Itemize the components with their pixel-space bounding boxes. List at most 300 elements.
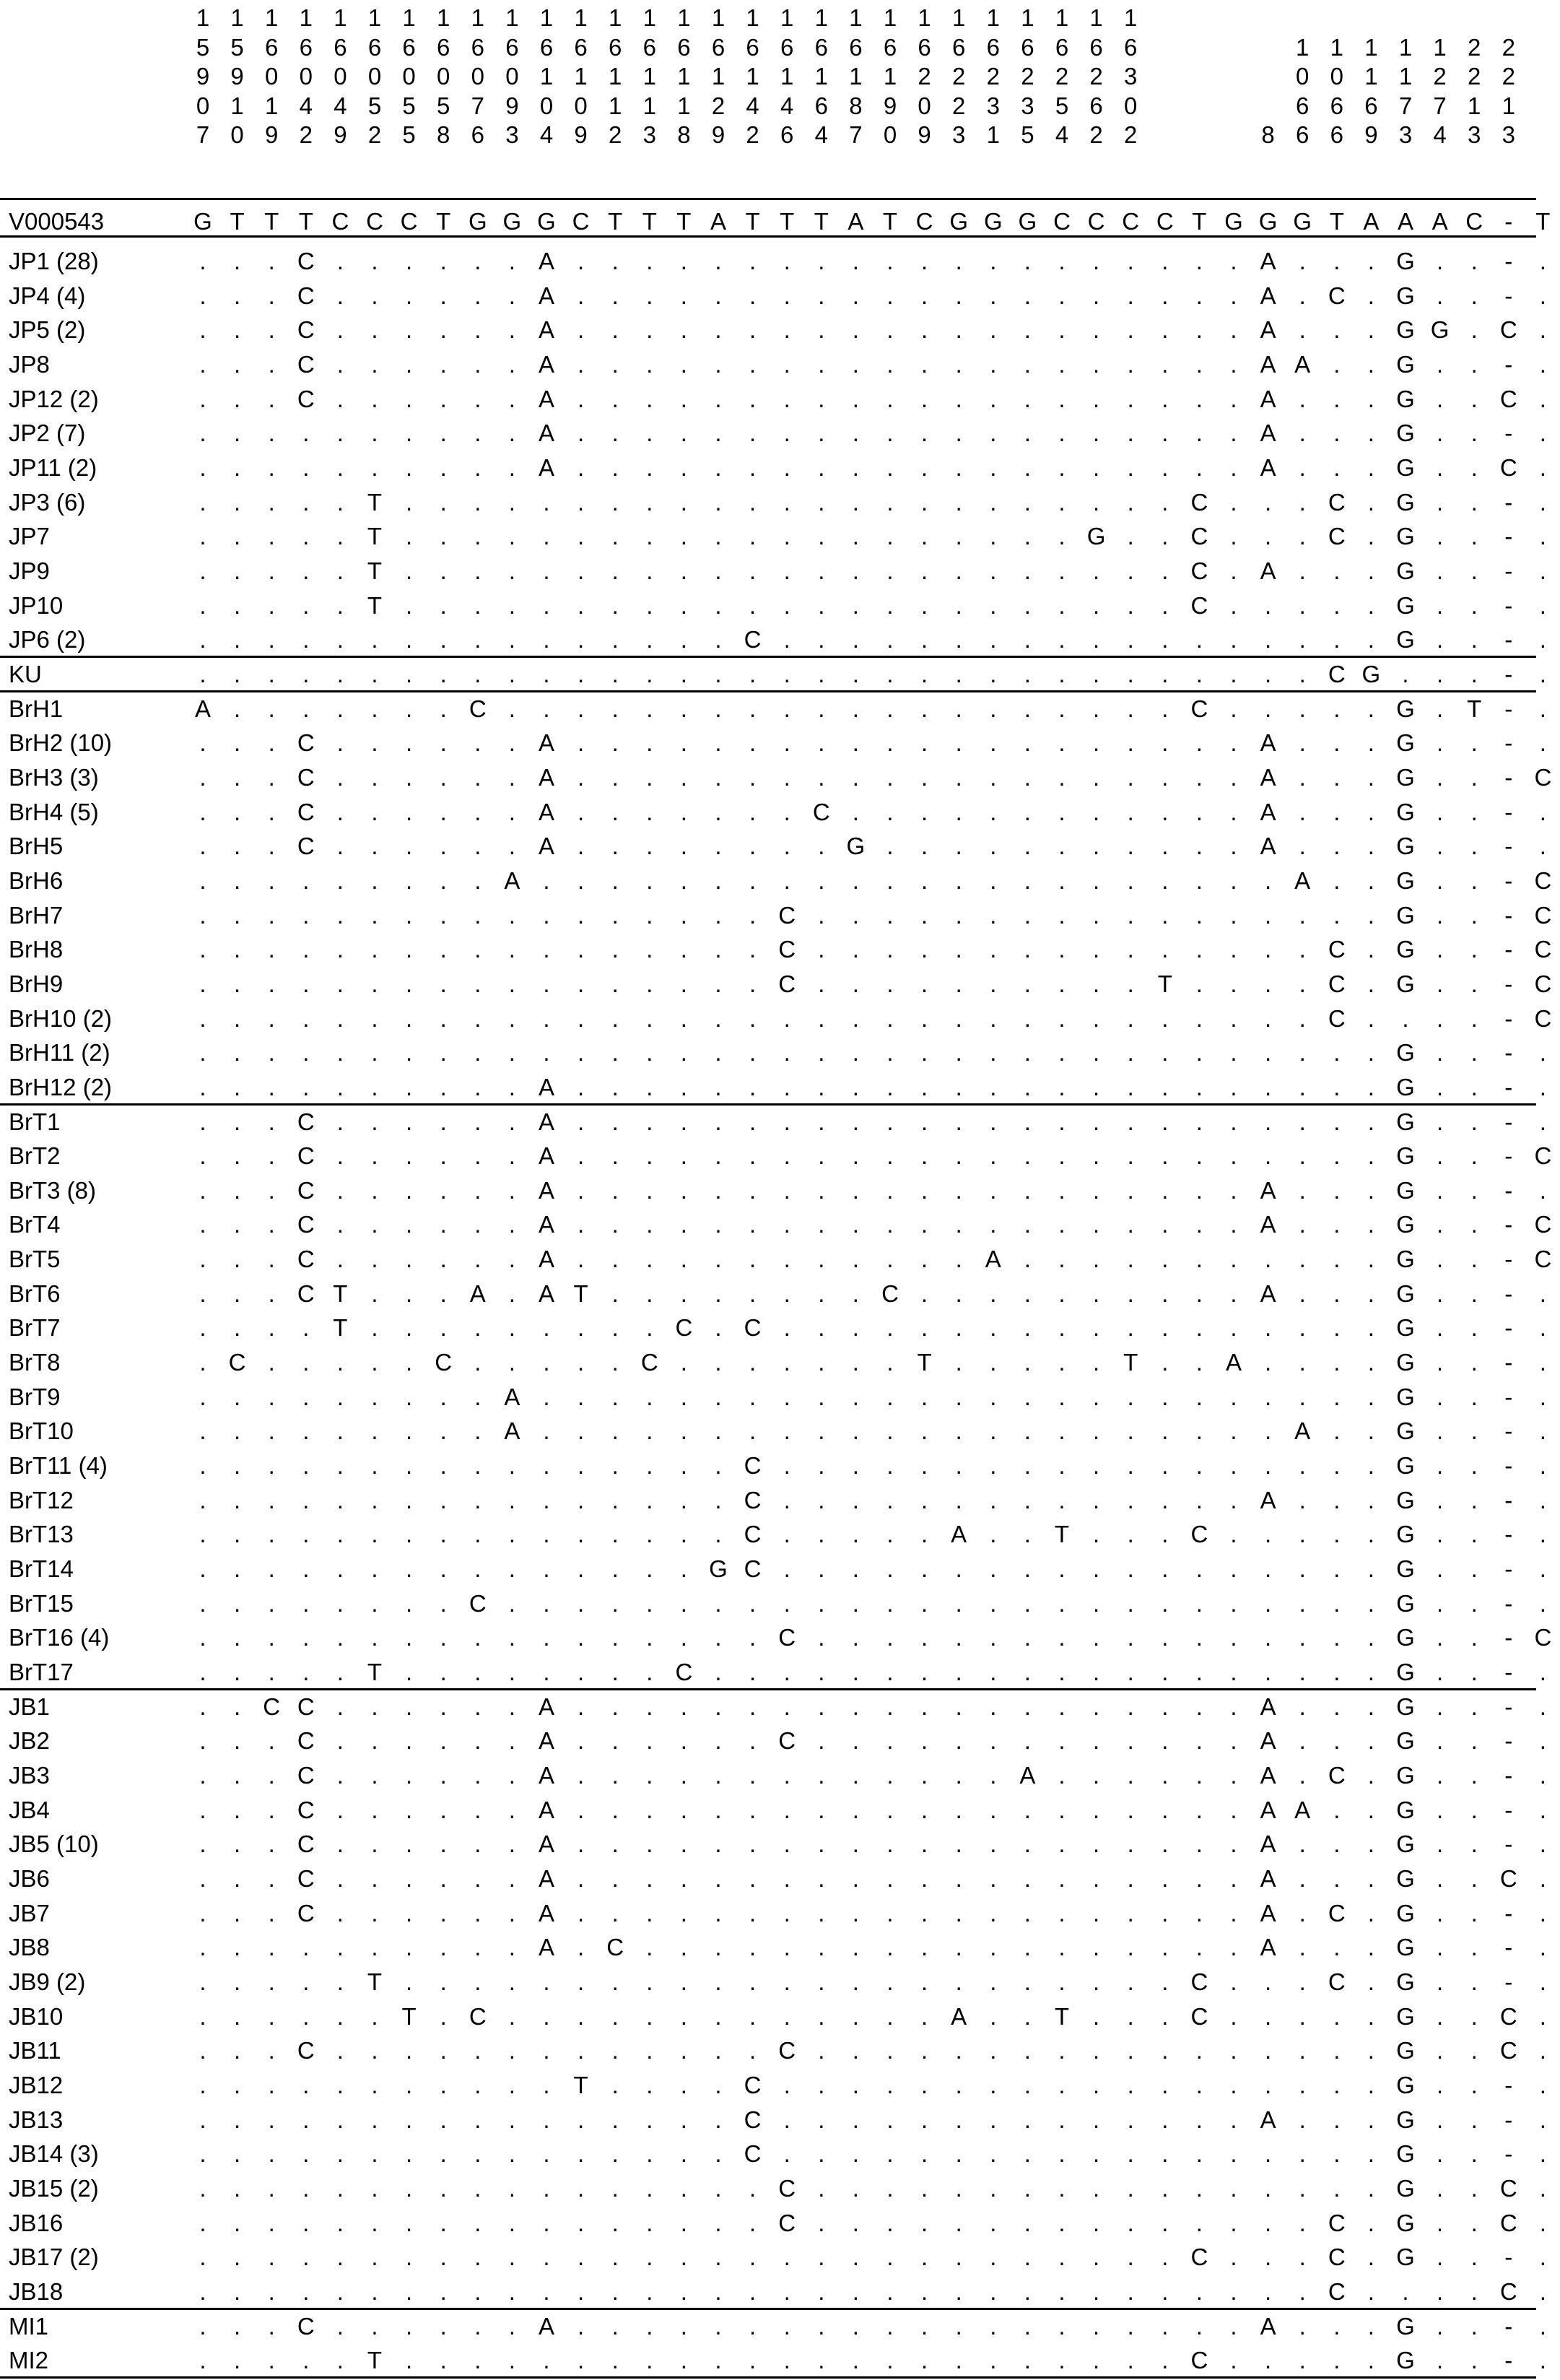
identity-dot: . xyxy=(406,1417,413,1445)
identity-dot: . xyxy=(268,1934,275,1961)
identity-dot: . xyxy=(1402,1004,1409,1032)
identity-dot: . xyxy=(234,1108,241,1135)
identity-dot: . xyxy=(783,523,790,550)
reference-base: G xyxy=(502,208,522,235)
mutation-base: A xyxy=(951,2002,967,2030)
identity-dot: . xyxy=(921,833,928,860)
identity-dot: . xyxy=(1333,1108,1341,1135)
identity-dot: . xyxy=(474,1486,481,1513)
identity-dot: . xyxy=(268,901,275,929)
mutation-base: C xyxy=(1499,2209,1517,2236)
identity-dot: . xyxy=(749,316,757,344)
identity-dot: . xyxy=(1230,1968,1237,1995)
position-digit: 8 xyxy=(437,121,450,148)
haplotype-label: BrT11 (4) xyxy=(9,1452,108,1480)
mutation-base: A xyxy=(538,729,554,757)
identity-dot: . xyxy=(371,2244,378,2271)
mutation-base: C xyxy=(297,385,315,412)
identity-dot: . xyxy=(818,2347,825,2374)
identity-dot: . xyxy=(886,1659,894,1686)
identity-dot: . xyxy=(1230,248,1237,274)
identity-dot: . xyxy=(783,1693,790,1720)
identity-dot: . xyxy=(1127,867,1134,894)
reference-base: G xyxy=(983,208,1003,235)
identity-dot: . xyxy=(749,557,757,584)
identity-dot: . xyxy=(1437,350,1444,378)
identity-dot: . xyxy=(749,2174,757,2202)
identity-dot: . xyxy=(440,385,447,412)
identity-dot: . xyxy=(646,2347,653,2374)
identity-dot: . xyxy=(852,316,859,344)
identity-dot: . xyxy=(886,282,894,309)
identity-dot: . xyxy=(1024,2140,1031,2168)
identity-dot: . xyxy=(1333,1142,1341,1170)
identity-dot: . xyxy=(715,1624,722,1651)
identity-dot: . xyxy=(715,1452,722,1480)
position-digit: 8 xyxy=(677,121,691,148)
identity-dot: . xyxy=(1195,1176,1203,1204)
identity-dot: . xyxy=(818,523,825,550)
mutation-base: C xyxy=(1534,763,1552,791)
identity-dot: . xyxy=(886,1830,894,1858)
identity-dot: . xyxy=(955,453,962,481)
identity-dot: . xyxy=(508,1693,515,1720)
identity-dot: . xyxy=(783,1968,790,1995)
identity-dot: . xyxy=(680,798,687,825)
identity-dot: . xyxy=(886,1176,894,1204)
position-digit: 4 xyxy=(299,92,313,119)
identity-dot: . xyxy=(508,2209,515,2236)
gap-dash: - xyxy=(1504,1934,1513,1961)
identity-dot: . xyxy=(646,1624,653,1651)
identity-dot: . xyxy=(1024,1142,1031,1170)
identity-dot: . xyxy=(921,936,928,963)
identity-dot: . xyxy=(1299,2140,1306,2168)
identity-dot: . xyxy=(611,1246,619,1273)
identity-dot: . xyxy=(715,488,722,516)
identity-dot: . xyxy=(543,2347,550,2374)
identity-dot: . xyxy=(1127,798,1134,825)
identity-dot: . xyxy=(1024,1039,1031,1067)
identity-dot: . xyxy=(371,2312,378,2340)
identity-dot: . xyxy=(199,1246,206,1273)
identity-dot: . xyxy=(1539,1796,1546,1823)
identity-dot: . xyxy=(406,2140,413,2168)
identity-dot: . xyxy=(406,1383,413,1410)
identity-dot: . xyxy=(1058,591,1066,619)
identity-dot: . xyxy=(336,488,344,516)
identity-dot: . xyxy=(1162,1452,1169,1480)
identity-dot: . xyxy=(921,523,928,550)
identity-dot: . xyxy=(852,1004,859,1032)
haplotype-label: JB16 xyxy=(9,2209,64,2236)
identity-dot: . xyxy=(611,248,619,274)
identity-dot: . xyxy=(543,1452,550,1480)
mutation-base: G xyxy=(1396,1452,1415,1480)
mutation-base: C xyxy=(297,1762,315,1789)
identity-dot: . xyxy=(508,970,515,997)
identity-dot: . xyxy=(1265,1004,1272,1032)
position-digit: 9 xyxy=(265,121,279,148)
mutation-base: T xyxy=(573,1280,588,1307)
identity-dot: . xyxy=(268,591,275,619)
identity-dot: . xyxy=(578,385,585,412)
identity-dot: . xyxy=(886,1934,894,1961)
identity-dot: . xyxy=(749,1659,757,1686)
identity-dot: . xyxy=(336,901,344,929)
identity-dot: . xyxy=(921,1968,928,1995)
identity-dot: . xyxy=(440,2209,447,2236)
identity-dot: . xyxy=(990,1589,997,1617)
haplotype-label: MI1 xyxy=(9,2312,49,2340)
identity-dot: . xyxy=(921,763,928,791)
identity-dot: . xyxy=(508,2071,515,2098)
identity-dot: . xyxy=(1230,2244,1237,2271)
identity-dot: . xyxy=(1058,729,1066,757)
identity-dot: . xyxy=(955,488,962,516)
identity-dot: . xyxy=(1127,2312,1134,2340)
identity-dot: . xyxy=(646,626,653,653)
identity-dot: . xyxy=(1093,1899,1100,1927)
identity-dot: . xyxy=(611,1727,619,1755)
identity-dot: . xyxy=(578,660,585,687)
identity-dot: . xyxy=(886,2037,894,2064)
identity-dot: . xyxy=(1024,833,1031,860)
identity-dot: . xyxy=(578,1865,585,1893)
identity-dot: . xyxy=(749,1417,757,1445)
identity-dot: . xyxy=(1367,248,1374,274)
haplotype-label: BrH4 (5) xyxy=(9,798,99,825)
identity-dot: . xyxy=(1367,1968,1374,1995)
mutation-base: G xyxy=(846,833,866,860)
position-digit: 1 xyxy=(299,4,313,31)
identity-dot: . xyxy=(1230,2002,1237,2030)
identity-dot: . xyxy=(955,2312,962,2340)
identity-dot: . xyxy=(371,1589,378,1617)
identity-dot: . xyxy=(371,2071,378,2098)
identity-dot: . xyxy=(749,1830,757,1858)
position-digit: 5 xyxy=(402,121,416,148)
identity-dot: . xyxy=(336,2277,344,2305)
identity-dot: . xyxy=(921,557,928,584)
identity-dot: . xyxy=(818,1452,825,1480)
identity-dot: . xyxy=(268,1830,275,1858)
identity-dot: . xyxy=(1127,1004,1134,1032)
haplotype-label: BrH7 xyxy=(9,901,64,929)
identity-dot: . xyxy=(234,1004,241,1032)
identity-dot: . xyxy=(336,591,344,619)
identity-dot: . xyxy=(1539,557,1546,584)
identity-dot: . xyxy=(268,695,275,722)
position-digit: 1 xyxy=(1330,33,1343,61)
identity-dot: . xyxy=(1058,1246,1066,1273)
identity-dot: . xyxy=(268,1452,275,1480)
identity-dot: . xyxy=(1470,2106,1478,2133)
identity-dot: . xyxy=(371,1727,378,1755)
identity-dot: . xyxy=(578,350,585,378)
identity-dot: . xyxy=(1470,1211,1478,1238)
identity-dot: . xyxy=(406,1521,413,1548)
identity-dot: . xyxy=(1058,2312,1066,2340)
identity-dot: . xyxy=(1024,248,1031,274)
identity-dot: . xyxy=(268,1004,275,1032)
identity-dot: . xyxy=(234,763,241,791)
position-digit: 1 xyxy=(539,4,554,31)
identity-dot: . xyxy=(990,936,997,963)
identity-dot: . xyxy=(886,1486,894,1513)
identity-dot: . xyxy=(508,282,515,309)
identity-dot: . xyxy=(440,2277,447,2305)
identity-dot: . xyxy=(1539,1968,1546,1995)
identity-dot: . xyxy=(508,1521,515,1548)
identity-dot: . xyxy=(990,1004,997,1032)
identity-dot: . xyxy=(1230,1693,1237,1720)
mutation-base: A xyxy=(1225,1349,1242,1376)
haplotype-label: BrT7 xyxy=(9,1314,61,1342)
identity-dot: . xyxy=(990,453,997,481)
identity-dot: . xyxy=(1539,1934,1546,1961)
identity-dot: . xyxy=(818,2174,825,2202)
reference-base: A xyxy=(1432,208,1448,235)
position-digit: 1 xyxy=(1364,63,1378,90)
identity-dot: . xyxy=(474,591,481,619)
identity-dot: . xyxy=(1230,936,1237,963)
position-digit: 2 xyxy=(1089,121,1103,148)
haplotype-label: BrH12 (2) xyxy=(9,1073,113,1100)
identity-dot: . xyxy=(474,385,481,412)
identity-dot: . xyxy=(611,1211,619,1238)
identity-dot: . xyxy=(578,2312,585,2340)
mutation-base: A xyxy=(538,316,554,344)
identity-dot: . xyxy=(1470,2140,1478,2168)
mutation-base: A xyxy=(538,833,554,860)
identity-dot: . xyxy=(268,626,275,653)
identity-dot: . xyxy=(508,2244,515,2271)
identity-dot: . xyxy=(818,2071,825,2098)
identity-dot: . xyxy=(474,798,481,825)
identity-dot: . xyxy=(990,248,997,274)
identity-dot: . xyxy=(268,833,275,860)
identity-dot: . xyxy=(1230,282,1237,309)
identity-dot: . xyxy=(1265,2244,1272,2271)
identity-dot: . xyxy=(749,523,757,550)
identity-dot: . xyxy=(783,2002,790,2030)
identity-dot: . xyxy=(1230,1004,1237,1032)
identity-dot: . xyxy=(1162,1899,1169,1927)
identity-dot: . xyxy=(1367,1039,1374,1067)
identity-dot: . xyxy=(268,1108,275,1135)
identity-dot: . xyxy=(1402,660,1409,687)
haplotype-label: BrT4 xyxy=(9,1211,61,1238)
reference-base: T xyxy=(642,208,657,235)
mutation-base: T xyxy=(917,1349,932,1376)
identity-dot: . xyxy=(302,2174,310,2202)
identity-dot: . xyxy=(543,1555,550,1583)
gap-dash: - xyxy=(1504,2140,1513,2168)
identity-dot: . xyxy=(818,1211,825,1238)
identity-dot: . xyxy=(440,1108,447,1135)
identity-dot: . xyxy=(1539,1659,1546,1686)
position-digit: 0 xyxy=(437,63,450,90)
identity-dot: . xyxy=(1195,1830,1203,1858)
identity-dot: . xyxy=(1299,591,1306,619)
identity-dot: . xyxy=(234,2140,241,2168)
identity-dot: . xyxy=(336,1176,344,1204)
identity-dot: . xyxy=(508,1762,515,1789)
identity-dot: . xyxy=(749,282,757,309)
identity-dot: . xyxy=(783,282,790,309)
identity-dot: . xyxy=(1127,1727,1134,1755)
position-digit: 1 xyxy=(265,92,279,119)
identity-dot: . xyxy=(268,557,275,584)
identity-dot: . xyxy=(1024,523,1031,550)
position-digit: 1 xyxy=(814,63,828,90)
identity-dot: . xyxy=(474,2106,481,2133)
identity-dot: . xyxy=(818,1659,825,1686)
identity-dot: . xyxy=(680,2106,687,2133)
identity-dot: . xyxy=(234,1246,241,1273)
identity-dot: . xyxy=(1058,1314,1066,1342)
identity-dot: . xyxy=(680,2037,687,2064)
mutation-base: A xyxy=(538,1246,554,1273)
identity-dot: . xyxy=(990,2347,997,2374)
identity-dot: . xyxy=(1265,1417,1272,1445)
identity-dot: . xyxy=(1195,1624,1203,1651)
identity-dot: . xyxy=(371,1108,378,1135)
mutation-base: G xyxy=(1396,591,1415,619)
mutation-base: A xyxy=(538,248,554,274)
identity-dot: . xyxy=(1367,1555,1374,1583)
identity-dot: . xyxy=(1470,936,1478,963)
identity-dot: . xyxy=(680,1246,687,1273)
identity-dot: . xyxy=(646,2312,653,2340)
haplotype-label: JB18 xyxy=(9,2277,64,2305)
identity-dot: . xyxy=(921,2174,928,2202)
identity-dot: . xyxy=(1127,1246,1134,1273)
identity-dot: . xyxy=(1093,1830,1100,1858)
mutation-base: C xyxy=(744,2106,762,2133)
identity-dot: . xyxy=(543,2209,550,2236)
identity-dot: . xyxy=(1195,1899,1203,1927)
haplotype-label: BrT14 xyxy=(9,1555,74,1583)
identity-dot: . xyxy=(852,660,859,687)
identity-dot: . xyxy=(234,2037,241,2064)
identity-dot: . xyxy=(646,488,653,516)
position-digit: 1 xyxy=(402,4,416,31)
gap-dash: - xyxy=(1504,936,1513,963)
identity-dot: . xyxy=(578,2347,585,2374)
reference-base: T xyxy=(436,208,451,235)
identity-dot: . xyxy=(680,1727,687,1755)
position-digit: 3 xyxy=(1502,121,1515,148)
haplotype-label: JP2 (7) xyxy=(9,420,86,447)
identity-dot: . xyxy=(749,1727,757,1755)
identity-dot: . xyxy=(268,1899,275,1927)
identity-dot: . xyxy=(611,1624,619,1651)
identity-dot: . xyxy=(1024,901,1031,929)
identity-dot: . xyxy=(1127,901,1134,929)
mutation-base: C xyxy=(1499,2037,1517,2064)
position-digit: 1 xyxy=(334,4,347,31)
identity-dot: . xyxy=(1367,2140,1374,2168)
position-digit: 3 xyxy=(505,121,519,148)
identity-dot: . xyxy=(646,1865,653,1893)
identity-dot: . xyxy=(578,2037,585,2064)
identity-dot: . xyxy=(371,2277,378,2305)
identity-dot: . xyxy=(646,1211,653,1238)
identity-dot: . xyxy=(508,1796,515,1823)
identity-dot: . xyxy=(680,1349,687,1376)
identity-dot: . xyxy=(990,1727,997,1755)
identity-dot: . xyxy=(990,729,997,757)
mutation-base: C xyxy=(1534,1142,1552,1170)
mutation-base: A xyxy=(1260,420,1276,447)
identity-dot: . xyxy=(646,833,653,860)
identity-dot: . xyxy=(1437,282,1444,309)
identity-dot: . xyxy=(1265,1142,1272,1170)
identity-dot: . xyxy=(749,1108,757,1135)
identity-dot: . xyxy=(1024,2174,1031,2202)
identity-dot: . xyxy=(406,1004,413,1032)
identity-dot: . xyxy=(852,1693,859,1720)
mutation-base: A xyxy=(951,1521,967,1548)
position-digit: 4 xyxy=(334,92,347,119)
identity-dot: . xyxy=(1093,420,1100,447)
mutation-base: C xyxy=(1328,970,1346,997)
identity-dot: . xyxy=(715,2140,722,2168)
identity-dot: . xyxy=(1437,2209,1444,2236)
identity-dot: . xyxy=(955,385,962,412)
identity-dot: . xyxy=(578,695,585,722)
identity-dot: . xyxy=(1162,453,1169,481)
identity-dot: . xyxy=(1437,523,1444,550)
position-digit: 1 xyxy=(1124,4,1138,31)
identity-dot: . xyxy=(578,1968,585,1995)
identity-dot: . xyxy=(578,420,585,447)
identity-dot: . xyxy=(1367,695,1374,722)
identity-dot: . xyxy=(371,1899,378,1927)
identity-dot: . xyxy=(611,282,619,309)
identity-dot: . xyxy=(715,729,722,757)
identity-dot: . xyxy=(1024,2071,1031,2098)
identity-dot: . xyxy=(783,1452,790,1480)
identity-dot: . xyxy=(990,1762,997,1789)
identity-dot: . xyxy=(1437,1004,1444,1032)
identity-dot: . xyxy=(234,2277,241,2305)
identity-dot: . xyxy=(1367,1417,1374,1445)
identity-dot: . xyxy=(474,557,481,584)
mutation-base: G xyxy=(1396,1796,1415,1823)
identity-dot: . xyxy=(234,316,241,344)
identity-dot: . xyxy=(1367,1762,1374,1789)
mutation-base: G xyxy=(1396,316,1415,344)
identity-dot: . xyxy=(1539,2312,1546,2340)
identity-dot: . xyxy=(852,488,859,516)
identity-dot: . xyxy=(406,453,413,481)
identity-dot: . xyxy=(611,729,619,757)
identity-dot: . xyxy=(1470,867,1478,894)
identity-dot: . xyxy=(1195,729,1203,757)
identity-dot: . xyxy=(543,936,550,963)
identity-dot: . xyxy=(1470,350,1478,378)
identity-dot: . xyxy=(1058,1693,1066,1720)
identity-dot: . xyxy=(1024,1486,1031,1513)
reference-base: C xyxy=(915,208,933,235)
identity-dot: . xyxy=(990,1521,997,1548)
identity-dot: . xyxy=(783,833,790,860)
identity-dot: . xyxy=(783,1280,790,1307)
identity-dot: . xyxy=(715,1211,722,1238)
